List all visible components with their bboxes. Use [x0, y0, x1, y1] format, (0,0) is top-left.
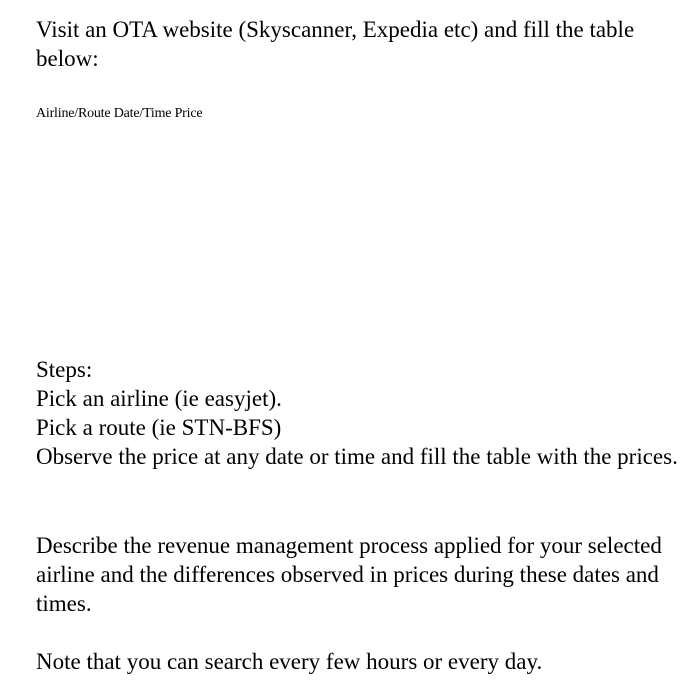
step-item-pick-route: Pick a route (ie STN-BFS) — [36, 415, 282, 440]
table-header-row — [36, 105, 202, 123]
column-header-price: Price — [174, 106, 203, 121]
intro-paragraph: Visit an OTA website (Skyscanner, Expedia etc) and fill the table below: — [36, 17, 635, 71]
steps-section — [36, 355, 681, 471]
describe-paragraph: Describe the revenue management process applied for your selected airline and the differences observed in prices during these dates and times. — [36, 533, 662, 616]
step-item-pick-airline: Pick an airline (ie easyjet). — [36, 386, 282, 411]
column-header-airline-route: Airline/Route — [36, 106, 111, 121]
step-item-observe-price: Observe the price at any date or time and fill the table with the prices. — [36, 444, 678, 469]
column-header-date-time: Date/Time — [113, 106, 172, 121]
note-paragraph: Note that you can search every few hours or every day. — [36, 649, 543, 674]
steps-heading: Steps: — [36, 357, 93, 382]
